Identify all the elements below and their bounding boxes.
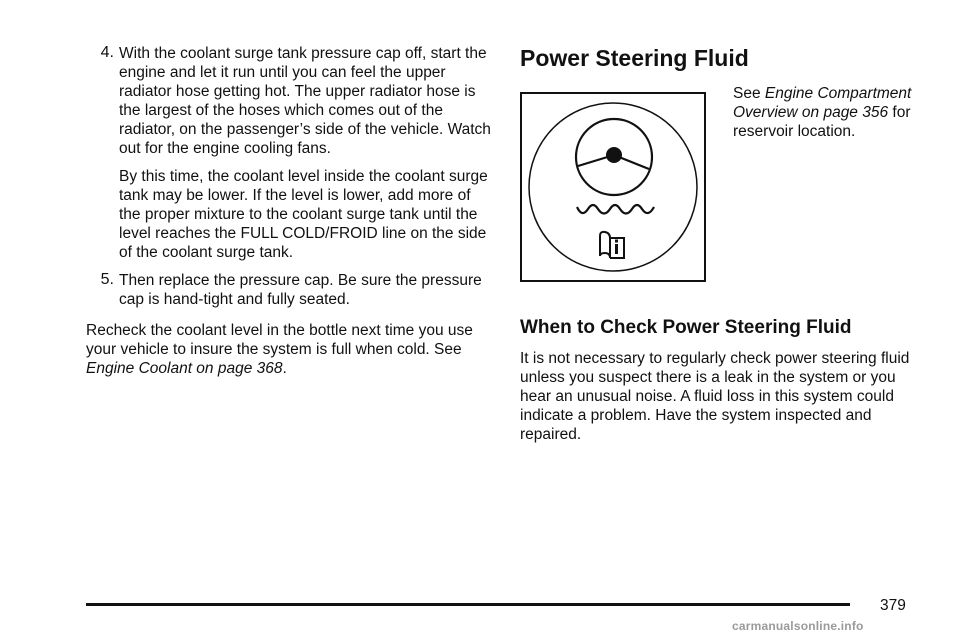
check-subtitle: When to Check Power Steering Fluid: [520, 317, 852, 338]
step-4: [86, 44, 496, 158]
see-reference: [733, 84, 933, 141]
fluid-wave-icon: [577, 205, 654, 214]
step-5-number: 5.: [100, 271, 114, 288]
left-column: [86, 44, 496, 378]
check-section: [520, 316, 930, 444]
figure-row: [520, 85, 930, 288]
recheck-paragraph: [86, 321, 496, 378]
owner-manual-icon: [600, 232, 624, 258]
step-4-number: 4.: [100, 44, 114, 61]
check-body: It is not necessary to regularly check power steering fluid unless you suspect there is a leak in the system or you hear an unusual noise. A fluid loss in this system could indicate a problem. Have the system inspected and repaired.: [520, 350, 910, 443]
step-4-text: With the coolant surge tank pressure cap off, start the engine and let it run until you can feel the upper radiator hose getting hot. The upper radiator hose is the largest of the hoses which comes out of the radiator, on the passenger’s side of the vehicle. Watch out for the engine cooling fans.: [119, 45, 491, 157]
engine-coolant-link[interactable]: Engine Coolant on page 368: [86, 360, 283, 377]
see-suffix: for reservoir location.: [733, 104, 911, 140]
engine-compartment-link[interactable]: Engine Compartment Overview on page 356: [733, 85, 912, 121]
step-5-text: Then replace the pressure cap. Be sure the pressure cap is hand-tight and fully seated.: [119, 272, 482, 308]
watermark: carmanualsonline.info: [732, 619, 864, 633]
step-5: [86, 271, 496, 309]
recheck-end: .: [282, 360, 287, 377]
steering-wheel-icon: [576, 119, 652, 195]
outer-circle: [529, 103, 697, 271]
recheck-text: Recheck the coolant level in the bottle next time you use your vehicle to insure the system is full when cold. See: [86, 322, 473, 358]
footer-rule: [86, 603, 850, 606]
power-steering-symbol: [522, 94, 704, 280]
step-4-followup: By this time, the coolant level inside the coolant surge tank may be lower. If the level is lower, add more of the proper mixture to the coolant surge tank until the level reaches the FULL COLD/FROID line on the side of the coolant surge tank.: [119, 168, 488, 261]
page-number: 379: [880, 597, 906, 614]
see-prefix: See: [733, 85, 765, 102]
power-steering-figure: [520, 92, 706, 282]
section-title: Power Steering Fluid: [520, 45, 749, 71]
right-column: [520, 44, 930, 444]
